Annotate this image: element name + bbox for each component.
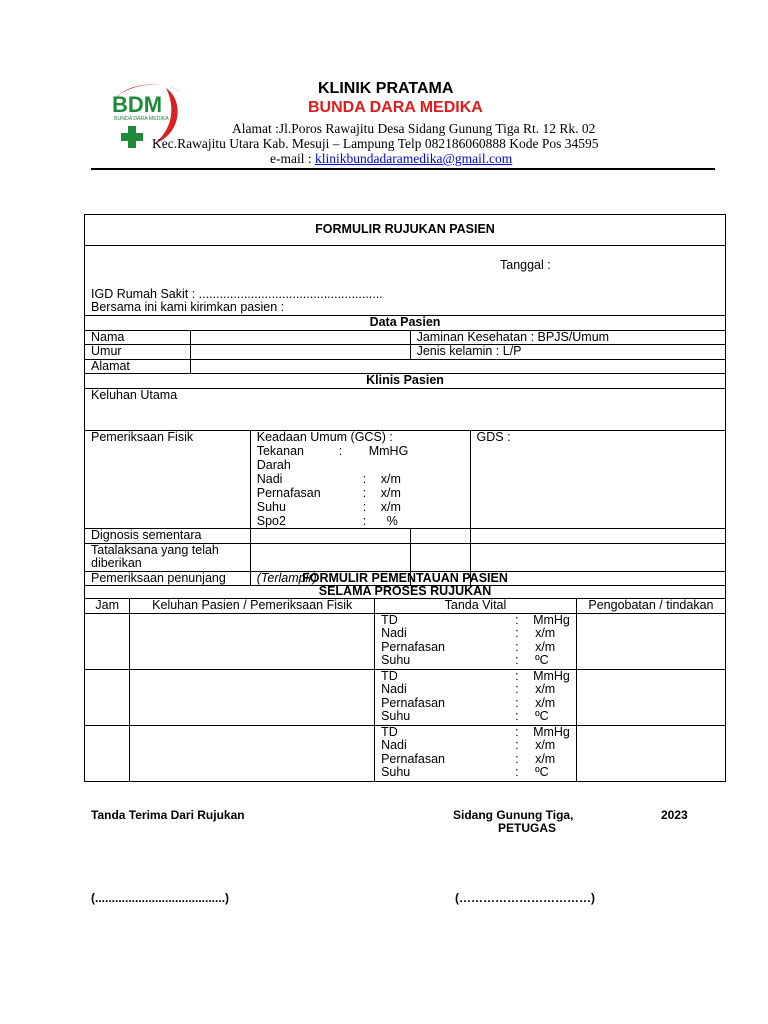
signature-right[interactable]: (……………………………) — [455, 891, 595, 905]
pemeriksaan-fisik-label: Pemeriksaan Fisik — [85, 430, 251, 529]
diagnosis-field-3[interactable] — [470, 529, 725, 544]
vital-row: Suhu : x/m — [256, 500, 401, 514]
terlampir-text: (Terlampir) — [250, 571, 410, 586]
tempat-label: Sidang Gunung Tiga, — [453, 808, 574, 822]
keluhan-field[interactable] — [130, 725, 375, 781]
vital-signs-cell[interactable] — [250, 430, 470, 529]
clinic-name: BUNDA DARA MEDIKA — [308, 99, 483, 116]
pengobatan-field[interactable] — [576, 613, 725, 669]
svg-text:BDM: BDM — [112, 92, 163, 117]
referral-intro — [85, 246, 726, 316]
umur-field[interactable] — [190, 345, 410, 360]
tatalaksana-field-2[interactable] — [410, 543, 470, 571]
tatalaksana-label: Tatalaksana yang telah diberikan — [85, 543, 251, 571]
signature-left[interactable]: (.......................................) — [91, 891, 230, 905]
monitoring-table — [84, 571, 726, 782]
nama-field[interactable] — [190, 330, 410, 345]
keluhan-utama-field[interactable]: Keluhan Utama — [85, 388, 726, 430]
tahun-label: 2023 — [661, 808, 688, 822]
pengobatan-field[interactable] — [576, 725, 725, 781]
col-pengobatan: Pengobatan / tindakan — [576, 599, 725, 614]
vital-row: Nadi : x/m — [256, 472, 401, 486]
pengobatan-field[interactable] — [576, 669, 725, 725]
tanda-terima-label: Tanda Terima Dari Rujukan — [91, 808, 245, 822]
nama-label: Nama — [85, 330, 191, 345]
petugas-label: PETUGAS — [498, 821, 557, 835]
col-keluhan: Keluhan Pasien / Pemeriksaan Fisik — [130, 599, 375, 614]
monitoring-row — [85, 725, 726, 781]
jam-field[interactable] — [85, 725, 130, 781]
gds-field[interactable]: GDS : — [470, 430, 725, 529]
vital-row: Tekanan Darah : MmHG — [256, 444, 409, 472]
address-line-2: Kec.Rawajitu Utara Kab. Mesuji – Lampung Telp 082186060888 Kode Pos 34595 — [152, 136, 599, 151]
igd-field[interactable]: IGD Rumah Sakit : ..................................................... — [91, 287, 383, 301]
vital-row: Pernafasan : x/m — [256, 486, 401, 500]
diagnosis-label: Dignosis sementara — [85, 529, 251, 544]
address-line-1: Alamat :Jl.Poros Rawajitu Desa Sidang Gunung Tiga Rt. 12 Rk. 02 — [232, 121, 596, 136]
jenis-kelamin-field[interactable]: Jenis kelamin : L/P — [410, 345, 725, 360]
col-jam: Jam — [85, 599, 130, 614]
tanda-vital-cell[interactable]: TD : MmHg Nadi : x/m Pernafasan : x/m Suhu : ºC — [375, 613, 577, 669]
email-label: e-mail : — [270, 151, 315, 166]
penunjang-label: Pemeriksaan penunjang — [85, 571, 251, 586]
email-link[interactable]: klinikbundadaramedika@gmail.com — [314, 151, 513, 166]
email-line — [270, 151, 512, 167]
form-title: FORMULIR RUJUKAN PASIEN — [85, 215, 726, 246]
klinis-pasien-heading: Klinis Pasien — [85, 374, 726, 389]
header-divider — [91, 168, 715, 170]
clinic-title: KLINIK PRATAMA — [318, 80, 454, 97]
data-pasien-heading: Data Pasien — [85, 316, 726, 331]
col-tanda-vital: Tanda Vital — [375, 599, 577, 614]
monitoring-heading: FORMULIR PEMENTAUAN PASIEN SELAMA PROSES RUJUKAN — [85, 572, 726, 599]
referral-form-table — [84, 214, 726, 586]
jaminan-field[interactable]: Jaminan Kesehatan : BPJS/Umum — [410, 330, 725, 345]
diagnosis-field-2[interactable] — [410, 529, 470, 544]
keluhan-field[interactable] — [130, 669, 375, 725]
jam-field[interactable] — [85, 613, 130, 669]
keadaan-umum-label: Keadaan Umum (GCS) : — [256, 429, 393, 444]
tatalaksana-field-3[interactable] — [470, 543, 725, 571]
diagnosis-field[interactable] — [250, 529, 410, 544]
alamat-field[interactable] — [190, 359, 725, 374]
vital-row: Spo2 : % — [256, 514, 398, 528]
bersama-text: Bersama ini kami kirimkan pasien : — [91, 300, 285, 314]
keluhan-field[interactable] — [130, 613, 375, 669]
alamat-label: Alamat — [85, 359, 191, 374]
umur-label: Umur — [85, 345, 191, 360]
monitoring-row — [85, 613, 726, 669]
monitoring-row — [85, 669, 726, 725]
tanda-vital-cell[interactable]: TD : MmHg Nadi : x/m Pernafasan : x/m Suhu : ºC — [375, 725, 577, 781]
tanda-vital-cell[interactable]: TD : MmHg Nadi : x/m Pernafasan : x/m Suhu : ºC — [375, 669, 577, 725]
tatalaksana-field[interactable] — [250, 543, 410, 571]
svg-text:BUNDA DARA MEDIKA: BUNDA DARA MEDIKA — [114, 116, 169, 122]
jam-field[interactable] — [85, 669, 130, 725]
tanggal-label: Tanggal : — [500, 258, 551, 272]
